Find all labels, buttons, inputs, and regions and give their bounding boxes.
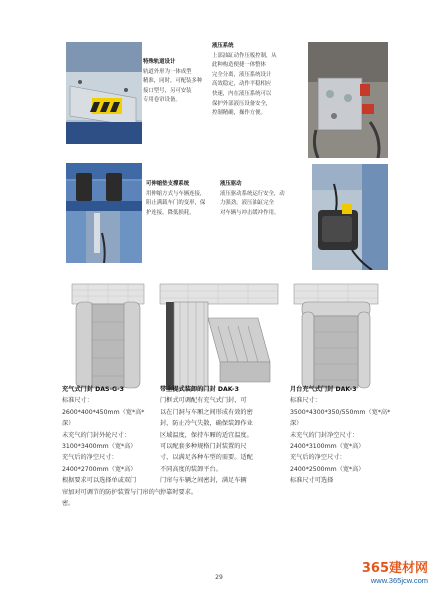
column-line: 停靠时要求。 — [160, 488, 198, 496]
column-line: 3100*3400mm（宽*高） — [62, 443, 137, 451]
column-line: 封，防止冷气失散，确保装卸作业 — [160, 420, 253, 428]
callout-line: 用伸缩方式与车辆连接， — [146, 190, 206, 197]
callout-line: 精准，同时，可配装多种 — [143, 78, 203, 85]
column-left-heading: 充气式门封 DAS-G-3 — [62, 386, 124, 393]
callout-line: 快速，内在液压系统可以 — [212, 90, 272, 97]
callout-line: 阻止满载车门的变形，保 — [146, 200, 206, 207]
column-line: 不同高度的装卸平台。 — [160, 465, 222, 473]
callout-line: 保护外部液压设备安全， — [212, 100, 272, 107]
column-line: 标准尺寸： — [62, 397, 93, 405]
column-line: 2400*2500mm（宽*高） — [290, 465, 365, 473]
column-line: 2400*3100mm（宽*高） — [290, 443, 365, 451]
callout-line: 对车辆与冲击缓冲作用。 — [220, 209, 280, 216]
callout-support — [146, 180, 218, 218]
photo-hydraulic-valve — [308, 42, 388, 158]
column-line: 未充气的门封外轮尺寸： — [62, 431, 131, 439]
callout-line: 护连接，降低损耗。 — [146, 209, 195, 216]
callout-line: 专用卷帘设备。 — [143, 97, 181, 104]
site-logo[interactable] — [362, 562, 428, 586]
column-line: 帘加对可调节的防护装置与门帘的气 — [62, 488, 161, 496]
photo-support-buffers — [66, 163, 142, 263]
page-number: 29 — [215, 574, 223, 581]
column-line: 深） — [62, 420, 75, 428]
column-line: 充气后的净空尺寸： — [290, 454, 346, 462]
callout-line: 液压驱动系统运行安全，动 — [220, 190, 285, 197]
callout-rail — [143, 58, 209, 106]
callout-line: 此种构造便捷一体整体 — [212, 62, 266, 69]
callout-line: 力强劲，液压油缸完全 — [220, 200, 274, 207]
column-line: 根据要求可以选择单或双门 — [62, 477, 137, 485]
column-right — [290, 384, 391, 487]
site-logo-brand: 365建材网 — [361, 561, 428, 576]
column-left — [62, 384, 161, 509]
column-line: 3500*4300*350/550mm（宽*高* — [290, 408, 391, 416]
column-line: 2400*2700mm（宽*高） — [62, 465, 137, 473]
callout-line: 完全分离，液压系统设计 — [212, 71, 272, 78]
callout-rail-title: 特殊轨道设计 — [143, 59, 176, 65]
column-line: 未充气的门封净空尺寸： — [290, 431, 359, 439]
callout-line: 轨道外形为一体成型 — [143, 68, 192, 75]
callout-line: 高效稳定，动作平稳相应 — [212, 81, 272, 88]
column-line: 以在门洞与车厢之间形成有效的密 — [160, 408, 253, 416]
column-line: 标准尺寸可选择 — [290, 477, 334, 485]
photo-rail-detail — [66, 42, 142, 144]
column-middle-heading: 带上提式装卸的门封 DAK-3 — [160, 386, 239, 393]
column-line: 充气后的净空尺寸： — [62, 454, 118, 462]
column-line: 深） — [290, 420, 303, 428]
callout-drive — [220, 180, 312, 218]
callout-line: 接口型号，另可安装 — [143, 87, 192, 94]
illustration-dock-seal — [290, 282, 382, 392]
column-line: 标准尺寸： — [290, 397, 321, 405]
callout-support-title: 可伸缩垫支撑系统 — [146, 181, 190, 187]
site-logo-url: www.365jcw.com — [370, 576, 428, 585]
callout-hydraulic-title: 液压系统 — [212, 43, 234, 49]
callout-drive-title: 液压驱动 — [220, 181, 242, 187]
column-line: 区域温度，保持车厢的适宜温度。 — [160, 431, 253, 439]
callout-hydraulic — [212, 42, 308, 119]
column-line: 门帘与车辆之间密封，满足车辆 — [160, 477, 247, 485]
column-line: 寸，以满足各种车型的需要。适配 — [160, 454, 253, 462]
photo-hydraulic-pump — [312, 164, 388, 270]
callout-line: 控制精确，操作方便。 — [212, 110, 266, 117]
illustration-curtain-seal — [158, 282, 280, 392]
column-middle — [160, 384, 280, 498]
column-line: 可以配套多种规格门封装置的尺 — [160, 443, 247, 451]
illustration-inflatable-seal — [68, 282, 148, 392]
column-line: 门框式可调配有充气式门封，可 — [160, 397, 247, 405]
column-right-heading: 月台充气式门封 DAK-3 — [290, 386, 357, 393]
column-line: 2600*400*450mm（宽*高* — [62, 408, 145, 416]
callout-line: 上部油缸动作压板控制，从 — [212, 52, 277, 59]
column-line: 密。 — [62, 500, 75, 508]
